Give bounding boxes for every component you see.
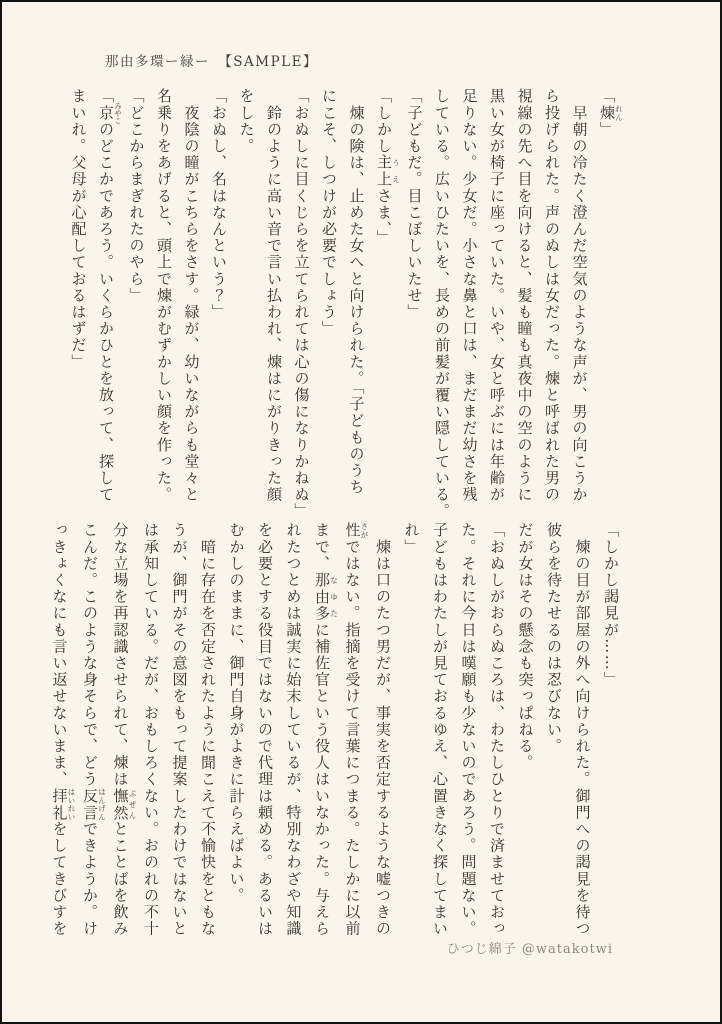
text-column: れたつとめは誠実に始末しているが、特別なわざや知識 (284, 522, 303, 937)
text-column: まいれ。父母が心配しておるはずだ」 (69, 88, 88, 371)
text-column: 夜陰の瞳がこちらをさす。緑が、幼いながらも堂々と (182, 88, 201, 503)
text-block-top (64, 88, 623, 528)
text-column: 視線の先へ目を向けると、髪も瞳も真夜中の空のように (515, 88, 534, 503)
text-column: を必要とする役目ではないので代理は頼める。あるいは (256, 522, 274, 937)
text-column: ら投げられた。声のぬしは女だった。煉と呼ばれた男の (543, 88, 561, 503)
text-column: っきょくなにも言い返せないまま、拝礼はいれいをしてきびすを (50, 522, 76, 938)
text-column: だが女はその懸念も突っぱねる。 (516, 522, 535, 771)
text-column: 名乗りをあげると、頭上で煉がむずかしい顔を作った。 (155, 88, 173, 503)
author-credit: ひつじ綿子 @watakotwi (446, 942, 613, 957)
text-column: 性さがではない。指摘を受けて言葉につまる。たしかに以前 (343, 522, 369, 938)
text-column: している。広いひたいを、長めの前髪が覆い隠している。 (433, 88, 451, 520)
text-column: 「しかし主上うえさま、」 (375, 88, 401, 247)
text-column: 鈴のように高い音で言い払われ、煉はにがりきった顔 (265, 88, 283, 503)
text-column: 彼らを待たせるのは忍びない。 (545, 522, 563, 755)
text-column: 暗に存在を否定されたように聞こえて不愉快をともな (199, 522, 217, 937)
text-column: 「おぬし、名はなんという？」 (210, 88, 228, 321)
text-column: 「しかし謁見が……」 (602, 522, 620, 688)
page-title: 那由多環ー緑ー 【SAMPLE】 (105, 54, 318, 70)
text-column: をした。 (237, 88, 256, 155)
text-column: 足りない。少女だ。小さな鼻と口は、まだまだ幼さを残 (460, 88, 479, 503)
text-column: 煉の目が部屋の外へ向けられた。御門への謁見を待つ (573, 522, 592, 937)
text-column: 「どこからまぎれたのやら」 (127, 88, 146, 304)
text-column: は承知している。だが、おもしろくない。おのれの不十 (142, 522, 160, 937)
text-column: 黒い女が椅子に座っていた。いや、女と呼ぶには年齢が (488, 88, 506, 503)
text-column: こんだ。このような身そらで、どう反言はんげんできようか。け (81, 522, 107, 938)
text-column: 煉は口のたつ男だが、事実を否定するような嘘つきの (374, 522, 392, 937)
text-column: 「京みやこのどこかであろう。いくらかひとを放って、探して (97, 88, 123, 504)
text-column: 子どもはわたしが見ておるゆえ、心置きなく探してまい (431, 522, 449, 937)
text-column: 分な立場を再認識させられて、煉は憮然ぶぜんとことばを飲み (111, 522, 137, 938)
text-column: れ」 (402, 522, 421, 556)
text-column: 煉の険は、止めた女へと向けられた。「子どものうち (347, 88, 366, 496)
text-column: にこそ、しつけが必要でしょう」 (320, 88, 338, 337)
text-column: た。それに今日は嘆願も少ないのであろう。問題ない。 (459, 522, 478, 937)
text-column: 「煉れん」 (598, 88, 624, 138)
text-column: むかしのままに、御門自身がよきに計らえばよい。 (227, 522, 246, 904)
text-block-bottom (45, 522, 625, 962)
text-column: うが、御門がその意図をもって提案したわけではないと (170, 522, 189, 937)
text-column: まで、那由多なゆたに補佐官という役人はいなかった。与えら (313, 522, 339, 938)
text-column: 「子どもだ。目こぼしいたせ」 (405, 88, 424, 321)
text-column: 「おぬしがおらぬころは、わたしひとりで済ませておっ (488, 522, 506, 937)
text-column: 早朝の冷たく澄んだ空気のような声が、男の向こうか (570, 88, 589, 503)
text-column: 「おぬしに目くじらを立てられては心の傷になりかねぬ」 (292, 88, 311, 520)
